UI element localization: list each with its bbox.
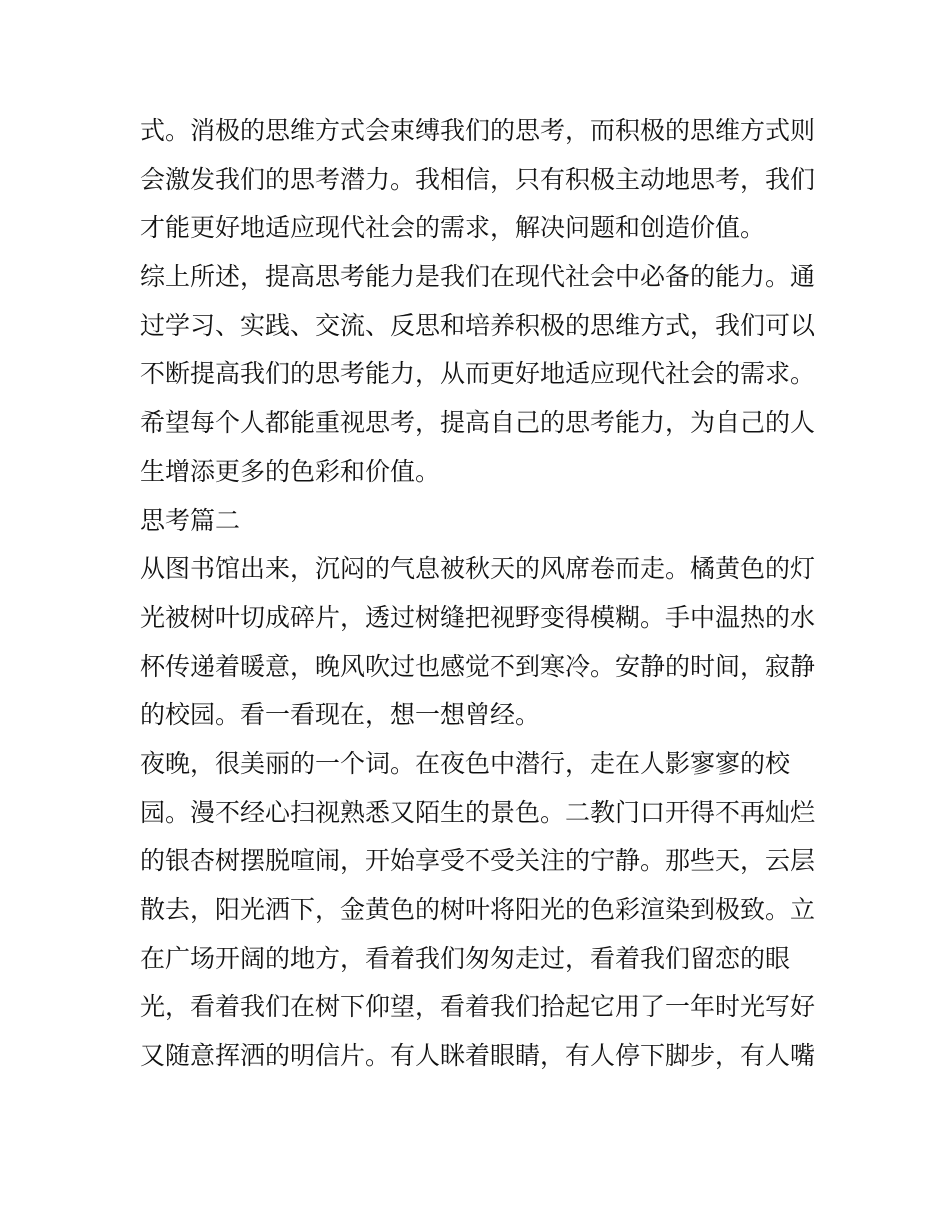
section-heading: 思考篇二 bbox=[140, 505, 241, 535]
text-line: 生增添更多的色彩和价值。 bbox=[140, 456, 441, 486]
text-line: 希望每个人都能重视思考，提高自己的思考能力，为自己的人 bbox=[140, 408, 816, 438]
text-line: 不断提高我们的思考能力，从而更好地适应现代社会的需求。 bbox=[140, 359, 816, 389]
text-line: 从图书馆出来，沉闷的气息被秋天的风席卷而走。橘黄色的灯 bbox=[140, 554, 816, 584]
text-line: 才能更好地适应现代社会的需求，解决问题和创造价值。 bbox=[140, 213, 766, 243]
document-body bbox=[140, 107, 820, 1081]
text-line: 光被树叶切成碎片，透过树缝把视野变得模糊。手中温热的水 bbox=[140, 602, 816, 632]
text-line: 光，看着我们在树下仰望，看着我们拾起它用了一年时光写好 bbox=[140, 992, 816, 1022]
text-line: 又随意挥洒的明信片。有人眯着眼睛，有人停下脚步，有人嘴 bbox=[140, 1041, 816, 1071]
text-line: 过学习、实践、交流、反思和培养积极的思维方式，我们可以 bbox=[140, 310, 816, 340]
text-line: 的校园。看一看现在，想一想曾经。 bbox=[140, 700, 541, 730]
text-line: 园。漫不经心扫视熟悉又陌生的景色。二教门口开得不再灿烂 bbox=[140, 797, 816, 827]
text-line: 综上所述，提高思考能力是我们在现代社会中必备的能力。通 bbox=[140, 262, 816, 292]
text-line: 式。消极的思维方式会束缚我们的思考，而积极的思维方式则 bbox=[140, 116, 816, 145]
text-line: 在广场开阔的地方，看着我们匆匆走过，看着我们留恋的眼 bbox=[140, 943, 791, 973]
text-line: 会激发我们的思考潜力。我相信，只有积极主动地思考，我们 bbox=[140, 164, 816, 194]
text-line: 夜晚，很美丽的一个词。在夜色中潜行，走在人影寥寥的校 bbox=[140, 748, 791, 778]
text-line: 的银杏树摆脱喧闹，开始享受不受关注的宁静。那些天，云层 bbox=[140, 846, 816, 876]
text-line: 散去，阳光洒下，金黄色的树叶将阳光的色彩渲染到极致。立 bbox=[140, 895, 816, 924]
text-line: 杯传递着暖意，晚风吹过也感觉不到寒冷。安静的时间，寂静 bbox=[140, 651, 816, 681]
